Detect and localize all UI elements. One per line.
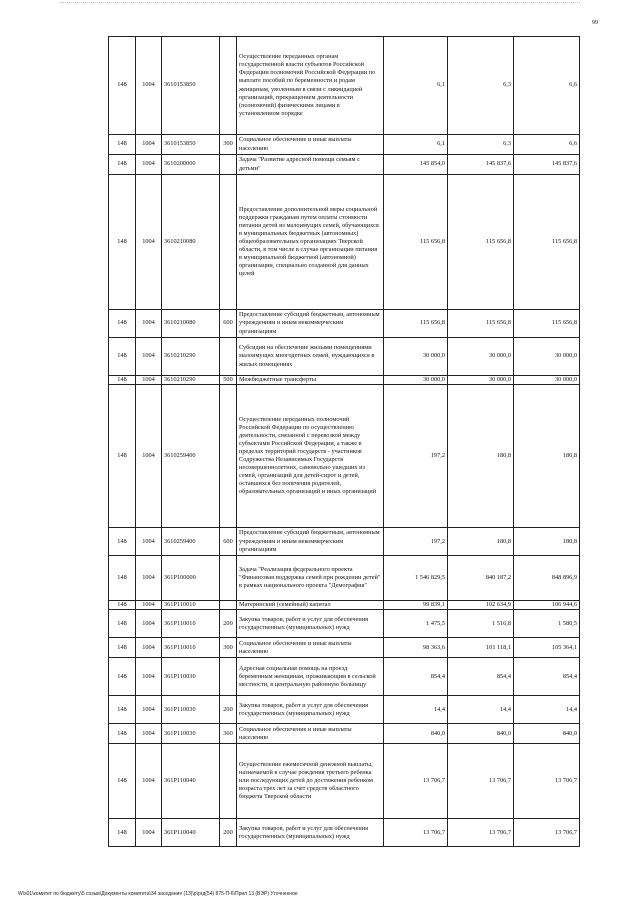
column-vr bbox=[220, 658, 237, 696]
column-gr: 148 bbox=[109, 175, 136, 310]
column-csr: 3610210290 bbox=[162, 376, 220, 385]
column-gr: 148 bbox=[109, 724, 136, 744]
table-row bbox=[109, 744, 580, 819]
table-row bbox=[109, 135, 580, 155]
column-vr bbox=[220, 385, 237, 528]
column-year-2: 180,8 bbox=[448, 528, 514, 556]
table-row bbox=[109, 376, 580, 385]
column-section: 1004 bbox=[136, 37, 162, 135]
column-name: Задача "Реализация федерального проекта "Финансовая поддержка семей при рождении детей" в рамках национального проекта "Демография" bbox=[237, 556, 384, 601]
column-vr: 500 bbox=[220, 376, 237, 385]
column-gr: 148 bbox=[109, 638, 136, 658]
budget-table bbox=[108, 36, 580, 847]
table-row bbox=[109, 724, 580, 744]
column-section: 1004 bbox=[136, 310, 162, 338]
column-year-2: 6,3 bbox=[448, 37, 514, 135]
column-name: Адресная социальная помощь на проезд беременным женщинам, проживающим в сельской местности, в центральную районную больницу bbox=[237, 658, 384, 696]
column-csr: 361P100000 bbox=[162, 556, 220, 601]
column-section: 1004 bbox=[136, 376, 162, 385]
column-year-2: 101 118,1 bbox=[448, 638, 514, 658]
table-row bbox=[109, 528, 580, 556]
column-gr: 148 bbox=[109, 37, 136, 135]
table-row bbox=[109, 610, 580, 638]
column-year-1: 14,4 bbox=[384, 696, 448, 724]
column-vr bbox=[220, 155, 237, 175]
column-section: 1004 bbox=[136, 175, 162, 310]
column-csr: 3610200000 bbox=[162, 155, 220, 175]
column-gr: 148 bbox=[109, 155, 136, 175]
column-name: Межбюджетные трансферты bbox=[237, 376, 384, 385]
column-year-1: 98 363,6 bbox=[384, 638, 448, 658]
column-vr bbox=[220, 338, 237, 376]
column-gr: 148 bbox=[109, 601, 136, 610]
column-name: Социальное обеспечение и иные выплаты населению bbox=[237, 638, 384, 658]
column-csr: 3610210290 bbox=[162, 338, 220, 376]
column-year-3: 180,8 bbox=[514, 385, 580, 528]
column-gr: 148 bbox=[109, 376, 136, 385]
column-csr: 361P110010 bbox=[162, 638, 220, 658]
column-year-1: 30 000,0 bbox=[384, 338, 448, 376]
column-section: 1004 bbox=[136, 155, 162, 175]
column-year-3: 106 944,6 bbox=[514, 601, 580, 610]
table-row bbox=[109, 155, 580, 175]
column-vr: 200 bbox=[220, 696, 237, 724]
column-gr: 148 bbox=[109, 744, 136, 819]
column-csr: 361P110010 bbox=[162, 601, 220, 610]
column-name: Материнский (семейный) капитал bbox=[237, 601, 384, 610]
column-year-2: 1 516,8 bbox=[448, 610, 514, 638]
column-csr: 3610210080 bbox=[162, 310, 220, 338]
column-section: 1004 bbox=[136, 556, 162, 601]
table-body bbox=[109, 37, 580, 847]
scan-artifact bbox=[60, 2, 580, 5]
column-name: Осуществление переданных органам государственной власти субъектов Российской Федерации полномочий Российской Федерации по выплате пособий по беременности и родам женщинам, уволенным в связи с ликвидацией организаций, прекращением деятельности (полномочий) физическими лицами в установленном порядке bbox=[237, 37, 384, 135]
column-gr: 148 bbox=[109, 338, 136, 376]
column-gr: 148 bbox=[109, 310, 136, 338]
table-row bbox=[109, 175, 580, 310]
column-year-2: 854,4 bbox=[448, 658, 514, 696]
column-year-2: 840 187,2 bbox=[448, 556, 514, 601]
column-year-3: 6,6 bbox=[514, 37, 580, 135]
column-year-1: 115 656,8 bbox=[384, 310, 448, 338]
column-year-3: 115 656,8 bbox=[514, 175, 580, 310]
column-vr: 300 bbox=[220, 724, 237, 744]
column-vr bbox=[220, 556, 237, 601]
column-name: Закупка товаров, работ и услуг для обеспечения государственных (муниципальных) нужд bbox=[237, 696, 384, 724]
table-row bbox=[109, 338, 580, 376]
column-year-1: 115 656,8 bbox=[384, 175, 448, 310]
column-section: 1004 bbox=[136, 528, 162, 556]
column-gr: 148 bbox=[109, 658, 136, 696]
column-year-3: 14,4 bbox=[514, 696, 580, 724]
footer-path: W\s01\комитет по бюджету\5 созыв\Документы комитета\34 заседание (13)\р\ргд(54) 875-П-6\Прил 13 (ВЭР) Уточненное bbox=[18, 891, 298, 897]
column-name: Закупка товаров, работ и услуг для обеспечения государственных (муниципальных) нужд bbox=[237, 819, 384, 847]
column-year-1: 13 706,7 bbox=[384, 744, 448, 819]
column-section: 1004 bbox=[136, 696, 162, 724]
column-csr: 361P110010 bbox=[162, 610, 220, 638]
column-name: Осуществление ежемесячной денежной выплаты, назначаемой в случае рождения третьего ребенка или последующих детей до достижения ребенком возраста трех лет за счет средств областного бюджета Тверской области bbox=[237, 744, 384, 819]
column-year-3: 115 656,8 bbox=[514, 310, 580, 338]
column-vr bbox=[220, 744, 237, 819]
column-section: 1004 bbox=[136, 744, 162, 819]
column-section: 1004 bbox=[136, 385, 162, 528]
table-row bbox=[109, 601, 580, 610]
column-year-2: 13 706,7 bbox=[448, 744, 514, 819]
column-year-1: 197,2 bbox=[384, 528, 448, 556]
column-csr: 3610153850 bbox=[162, 135, 220, 155]
column-gr: 148 bbox=[109, 135, 136, 155]
column-year-1: 197,2 bbox=[384, 385, 448, 528]
column-year-3: 180,8 bbox=[514, 528, 580, 556]
column-year-3: 848 896,9 bbox=[514, 556, 580, 601]
column-vr: 600 bbox=[220, 310, 237, 338]
column-vr: 200 bbox=[220, 819, 237, 847]
column-year-3: 6,6 bbox=[514, 135, 580, 155]
column-year-3: 145 837,6 bbox=[514, 155, 580, 175]
column-gr: 148 bbox=[109, 610, 136, 638]
column-year-1: 13 706,7 bbox=[384, 819, 448, 847]
table-row bbox=[109, 819, 580, 847]
column-year-3: 13 706,7 bbox=[514, 744, 580, 819]
column-section: 1004 bbox=[136, 135, 162, 155]
column-vr: 200 bbox=[220, 610, 237, 638]
column-year-3: 1 580,5 bbox=[514, 610, 580, 638]
column-csr: 361P110030 bbox=[162, 724, 220, 744]
column-year-2: 115 656,8 bbox=[448, 175, 514, 310]
column-year-2: 840,0 bbox=[448, 724, 514, 744]
column-section: 1004 bbox=[136, 338, 162, 376]
column-year-3: 105 364,1 bbox=[514, 638, 580, 658]
column-section: 1004 bbox=[136, 610, 162, 638]
column-gr: 148 bbox=[109, 696, 136, 724]
column-csr: 361P110030 bbox=[162, 696, 220, 724]
column-name: Предоставление субсидий бюджетным, автономным учреждениям и иным некоммерческим организациям bbox=[237, 528, 384, 556]
column-gr: 148 bbox=[109, 385, 136, 528]
column-year-2: 13 706,7 bbox=[448, 819, 514, 847]
column-vr: 600 bbox=[220, 528, 237, 556]
table-row bbox=[109, 385, 580, 528]
column-year-2: 30 000,0 bbox=[448, 338, 514, 376]
column-year-3: 840,0 bbox=[514, 724, 580, 744]
column-year-2: 30 000,0 bbox=[448, 376, 514, 385]
column-gr: 148 bbox=[109, 528, 136, 556]
table-row bbox=[109, 658, 580, 696]
column-csr: 3610259400 bbox=[162, 385, 220, 528]
column-csr: 3610153850 bbox=[162, 37, 220, 135]
table-row bbox=[109, 696, 580, 724]
column-year-1: 6,1 bbox=[384, 135, 448, 155]
column-gr: 148 bbox=[109, 556, 136, 601]
column-vr: 300 bbox=[220, 135, 237, 155]
column-name: Предоставление дополнительной меры социальной поддержки гражданам путем оплаты стоимости питания детей из малоимущих семей, обучающихся в муниципальных бюджетных (автономных) общеобразовательных организациях Тверской области, в том числе в случае организации питания в муниципальной бюджетной (автономной) организации, специально созданной для данных целей bbox=[237, 175, 384, 310]
column-year-1: 854,4 bbox=[384, 658, 448, 696]
column-vr bbox=[220, 37, 237, 135]
column-csr: 3610210080 bbox=[162, 175, 220, 310]
column-year-2: 180,8 bbox=[448, 385, 514, 528]
column-section: 1004 bbox=[136, 658, 162, 696]
column-csr: 361P110030 bbox=[162, 658, 220, 696]
column-name: Предоставление субсидий бюджетным, автономным учреждениям и иным некоммерческим организациям bbox=[237, 310, 384, 338]
column-csr: 361P110040 bbox=[162, 744, 220, 819]
column-year-1: 840,0 bbox=[384, 724, 448, 744]
column-vr: 300 bbox=[220, 638, 237, 658]
column-name: Социальное обеспечение и иные выплаты населению bbox=[237, 135, 384, 155]
column-year-1: 145 854,0 bbox=[384, 155, 448, 175]
table-row bbox=[109, 37, 580, 135]
column-csr: 3610259400 bbox=[162, 528, 220, 556]
column-section: 1004 bbox=[136, 724, 162, 744]
column-year-2: 6,3 bbox=[448, 135, 514, 155]
column-year-2: 14,4 bbox=[448, 696, 514, 724]
column-year-1: 99 839,1 bbox=[384, 601, 448, 610]
table-row bbox=[109, 556, 580, 601]
column-year-3: 13 706,7 bbox=[514, 819, 580, 847]
column-name: Задача "Развитие адресной помощи семьям с детьми" bbox=[237, 155, 384, 175]
column-name: Закупка товаров, работ и услуг для обеспечения государственных (муниципальных) нужд bbox=[237, 610, 384, 638]
column-year-1: 30 000,0 bbox=[384, 376, 448, 385]
column-year-2: 115 656,8 bbox=[448, 310, 514, 338]
column-name: Социальное обеспечение и иные выплаты населению bbox=[237, 724, 384, 744]
column-name: Осуществление переданных полномочий Российской Федерации по осуществлению деятельности, связанной с перевозкой между субъектами Российской Федерации, а также в пределах территорий государств - участников Содружества Независимых Государств несовершеннолетних, самовольно ушедших из семей, организаций для детей-сирот и детей, оставшихся без попечения родителей, образовательных организаций и иных организаций bbox=[237, 385, 384, 528]
column-vr bbox=[220, 601, 237, 610]
column-vr bbox=[220, 175, 237, 310]
column-year-3: 30 000,0 bbox=[514, 338, 580, 376]
column-section: 1004 bbox=[136, 638, 162, 658]
column-gr: 148 bbox=[109, 819, 136, 847]
column-name: Субсидии на обеспечение жилыми помещениями малоимущих многодетных семей, нуждающихся в жилых помещениях bbox=[237, 338, 384, 376]
page-number: 99 bbox=[592, 20, 598, 26]
column-csr: 361P110040 bbox=[162, 819, 220, 847]
column-section: 1004 bbox=[136, 601, 162, 610]
column-year-2: 102 634,9 bbox=[448, 601, 514, 610]
column-year-1: 6,1 bbox=[384, 37, 448, 135]
column-year-1: 1 546 829,5 bbox=[384, 556, 448, 601]
column-year-1: 1 475,5 bbox=[384, 610, 448, 638]
table-row bbox=[109, 310, 580, 338]
column-year-2: 145 837,6 bbox=[448, 155, 514, 175]
column-section: 1004 bbox=[136, 819, 162, 847]
column-year-3: 30 000,0 bbox=[514, 376, 580, 385]
table-row bbox=[109, 638, 580, 658]
column-year-3: 854,4 bbox=[514, 658, 580, 696]
